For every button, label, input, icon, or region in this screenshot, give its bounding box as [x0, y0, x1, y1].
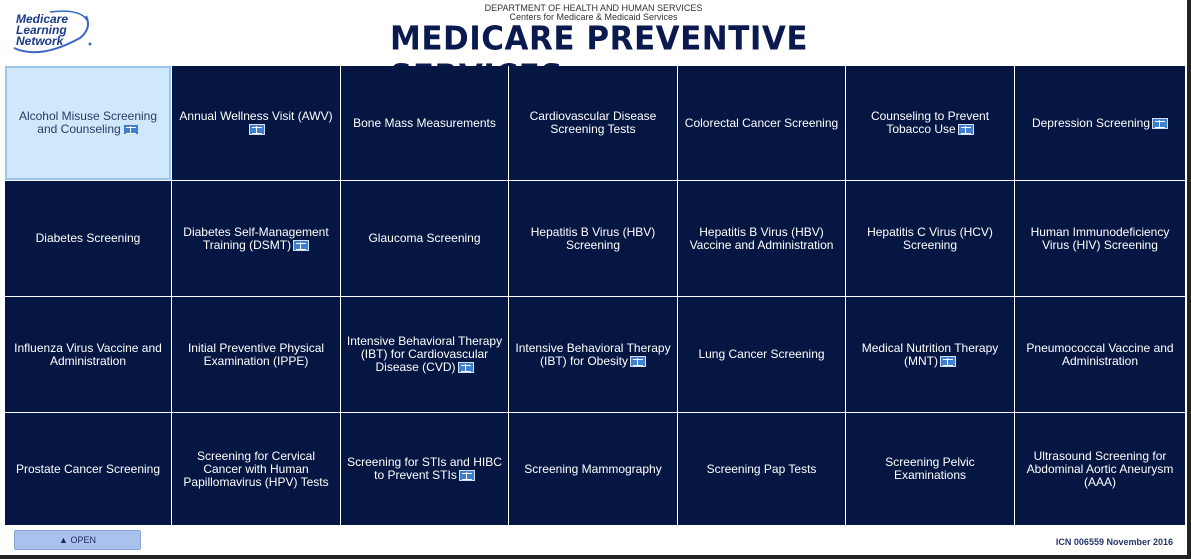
service-label: Medical Nutrition Therapy (MNT) [861, 340, 999, 368]
service-tile[interactable] [5, 181, 171, 296]
service-tile[interactable] [341, 181, 508, 296]
book-icon[interactable] [940, 356, 956, 367]
service-tile-content [1032, 117, 1168, 130]
service-label: Bone Mass Measurements [353, 115, 496, 130]
service-tile[interactable] [172, 66, 340, 180]
service-label: Screening for STIs and HIBC to Prevent STIs [347, 455, 502, 482]
service-label: Initial Preventive Physical Examination (IPPE) [187, 340, 325, 368]
service-tile-content [513, 342, 673, 368]
service-label: Human Immunodeficiency Virus (HIV) Screening [1030, 224, 1170, 252]
service-tile[interactable] [172, 181, 340, 296]
service-tile[interactable] [172, 413, 340, 525]
service-tile[interactable] [678, 297, 845, 412]
book-icon[interactable] [293, 240, 309, 251]
service-tile-content [850, 456, 1010, 482]
service-label: Glaucoma Screening [368, 231, 481, 245]
service-tile-content [1019, 342, 1181, 368]
service-tile-content [698, 348, 824, 361]
service-tile-content [176, 450, 336, 489]
service-tile[interactable] [509, 413, 677, 525]
service-tile-content [176, 226, 336, 252]
service-label: Alcohol Misuse Screening and Counseling [18, 109, 158, 136]
open-button[interactable]: ▲ OPEN [14, 530, 141, 550]
service-label: Screening Pap Tests [706, 461, 817, 476]
service-label: Diabetes Self-Management Training (DSMT) [183, 224, 329, 252]
service-tile-content [345, 456, 504, 482]
service-label: Prostate Cancer Screening [15, 461, 161, 476]
window-shadow-bottom [0, 555, 1191, 559]
service-tile[interactable] [341, 297, 508, 412]
service-tile-content [850, 110, 1010, 136]
service-label: Ultrasound Screening for Abdominal Aortic Aneurysm (AAA) [1026, 448, 1174, 489]
page-title: MEDICARE PREVENTIVE [390, 20, 809, 58]
service-label: Intensive Behavioral Therapy (IBT) for Obesity [515, 340, 671, 368]
service-tile-content [345, 335, 504, 374]
service-tile-content [524, 463, 661, 476]
service-tile[interactable] [172, 297, 340, 412]
service-label: Depression Screening [1031, 115, 1151, 130]
service-tile-content [513, 110, 673, 136]
service-tile-content [36, 232, 141, 245]
service-tile[interactable] [1015, 413, 1185, 525]
service-tile-content [368, 232, 480, 245]
service-tile[interactable] [846, 297, 1014, 412]
service-tile-content [11, 110, 165, 136]
book-icon[interactable] [249, 124, 265, 135]
service-label: Screening Mammography [524, 461, 662, 476]
service-tile-content [1019, 226, 1181, 252]
service-tile[interactable] [1015, 66, 1185, 180]
logo-line-1: Medicare [16, 12, 69, 26]
icn-text: ICN 006559 November 2016 [1055, 537, 1173, 547]
header [0, 0, 1187, 66]
service-tile-content [1019, 450, 1181, 489]
logo-line-3: Network [16, 34, 64, 48]
service-label: Screening for Cervical Cancer with Human Papillomavirus (HPV) Tests [183, 448, 329, 489]
department-text: DEPARTMENT OF HEALTH AND HUMAN SERVICES [484, 3, 703, 13]
service-tile[interactable] [1015, 181, 1185, 296]
service-tile-content [513, 226, 673, 252]
book-icon[interactable] [458, 362, 474, 373]
service-label: Intensive Behavioral Therapy (IBT) for Cardiovascular Disease (CVD) [346, 334, 503, 374]
service-tile[interactable] [509, 66, 677, 180]
service-label: Pneumococcal Vaccine and Administration [1026, 340, 1174, 368]
logo-line-2: Learning [16, 23, 67, 37]
service-tile-content [176, 342, 336, 368]
services-grid [5, 66, 1185, 525]
service-tile-content [9, 342, 167, 368]
book-icon[interactable] [123, 124, 139, 135]
service-label: Hepatitis B Virus (HBV) Screening [530, 224, 656, 252]
book-icon[interactable] [958, 124, 974, 135]
service-tile[interactable] [5, 66, 171, 180]
service-tile-content [707, 463, 817, 476]
service-tile[interactable] [509, 181, 677, 296]
service-label: Cardiovascular Disease Screening Tests [529, 109, 657, 136]
book-icon[interactable] [459, 470, 475, 481]
service-label: Colorectal Cancer Screening [684, 115, 839, 130]
footer [0, 525, 1187, 555]
service-tile[interactable] [5, 297, 171, 412]
book-icon[interactable] [1152, 118, 1168, 129]
service-tile[interactable] [341, 413, 508, 525]
service-label: Counseling to Prevent Tobacco Use [870, 109, 990, 136]
window-shadow-right [1187, 0, 1191, 559]
service-label: Diabetes Screening [35, 231, 141, 245]
service-tile[interactable] [5, 413, 171, 525]
service-label: Hepatitis B Virus (HBV) Vaccine and Administration [689, 224, 834, 252]
service-label: Screening Pelvic Examinations [885, 455, 975, 482]
service-tile-content [850, 342, 1010, 368]
service-tile-content [353, 117, 496, 130]
service-tile-content [685, 117, 838, 130]
service-tile[interactable] [846, 66, 1014, 180]
service-label: Lung Cancer Screening [698, 347, 825, 361]
service-tile[interactable] [341, 66, 508, 180]
service-tile[interactable] [678, 181, 845, 296]
agency-text: Centers for Medicare & Medicaid Services [509, 12, 678, 22]
service-tile[interactable] [1015, 297, 1185, 412]
service-tile-content [176, 110, 336, 136]
service-tile-content [850, 226, 1010, 252]
service-label: Influenza Virus Vaccine and Administration [14, 340, 162, 368]
service-tile-content [682, 226, 841, 252]
service-tile[interactable] [846, 413, 1014, 525]
service-tile-content [16, 463, 160, 476]
service-tile[interactable] [846, 181, 1014, 296]
service-label: Annual Wellness Visit (AWV) [179, 109, 333, 123]
book-icon[interactable] [630, 356, 646, 367]
service-tile[interactable] [509, 297, 677, 412]
service-tile[interactable] [678, 66, 845, 180]
service-label: Hepatitis C Virus (HCV) Screening [867, 224, 993, 252]
service-tile[interactable] [678, 413, 845, 525]
